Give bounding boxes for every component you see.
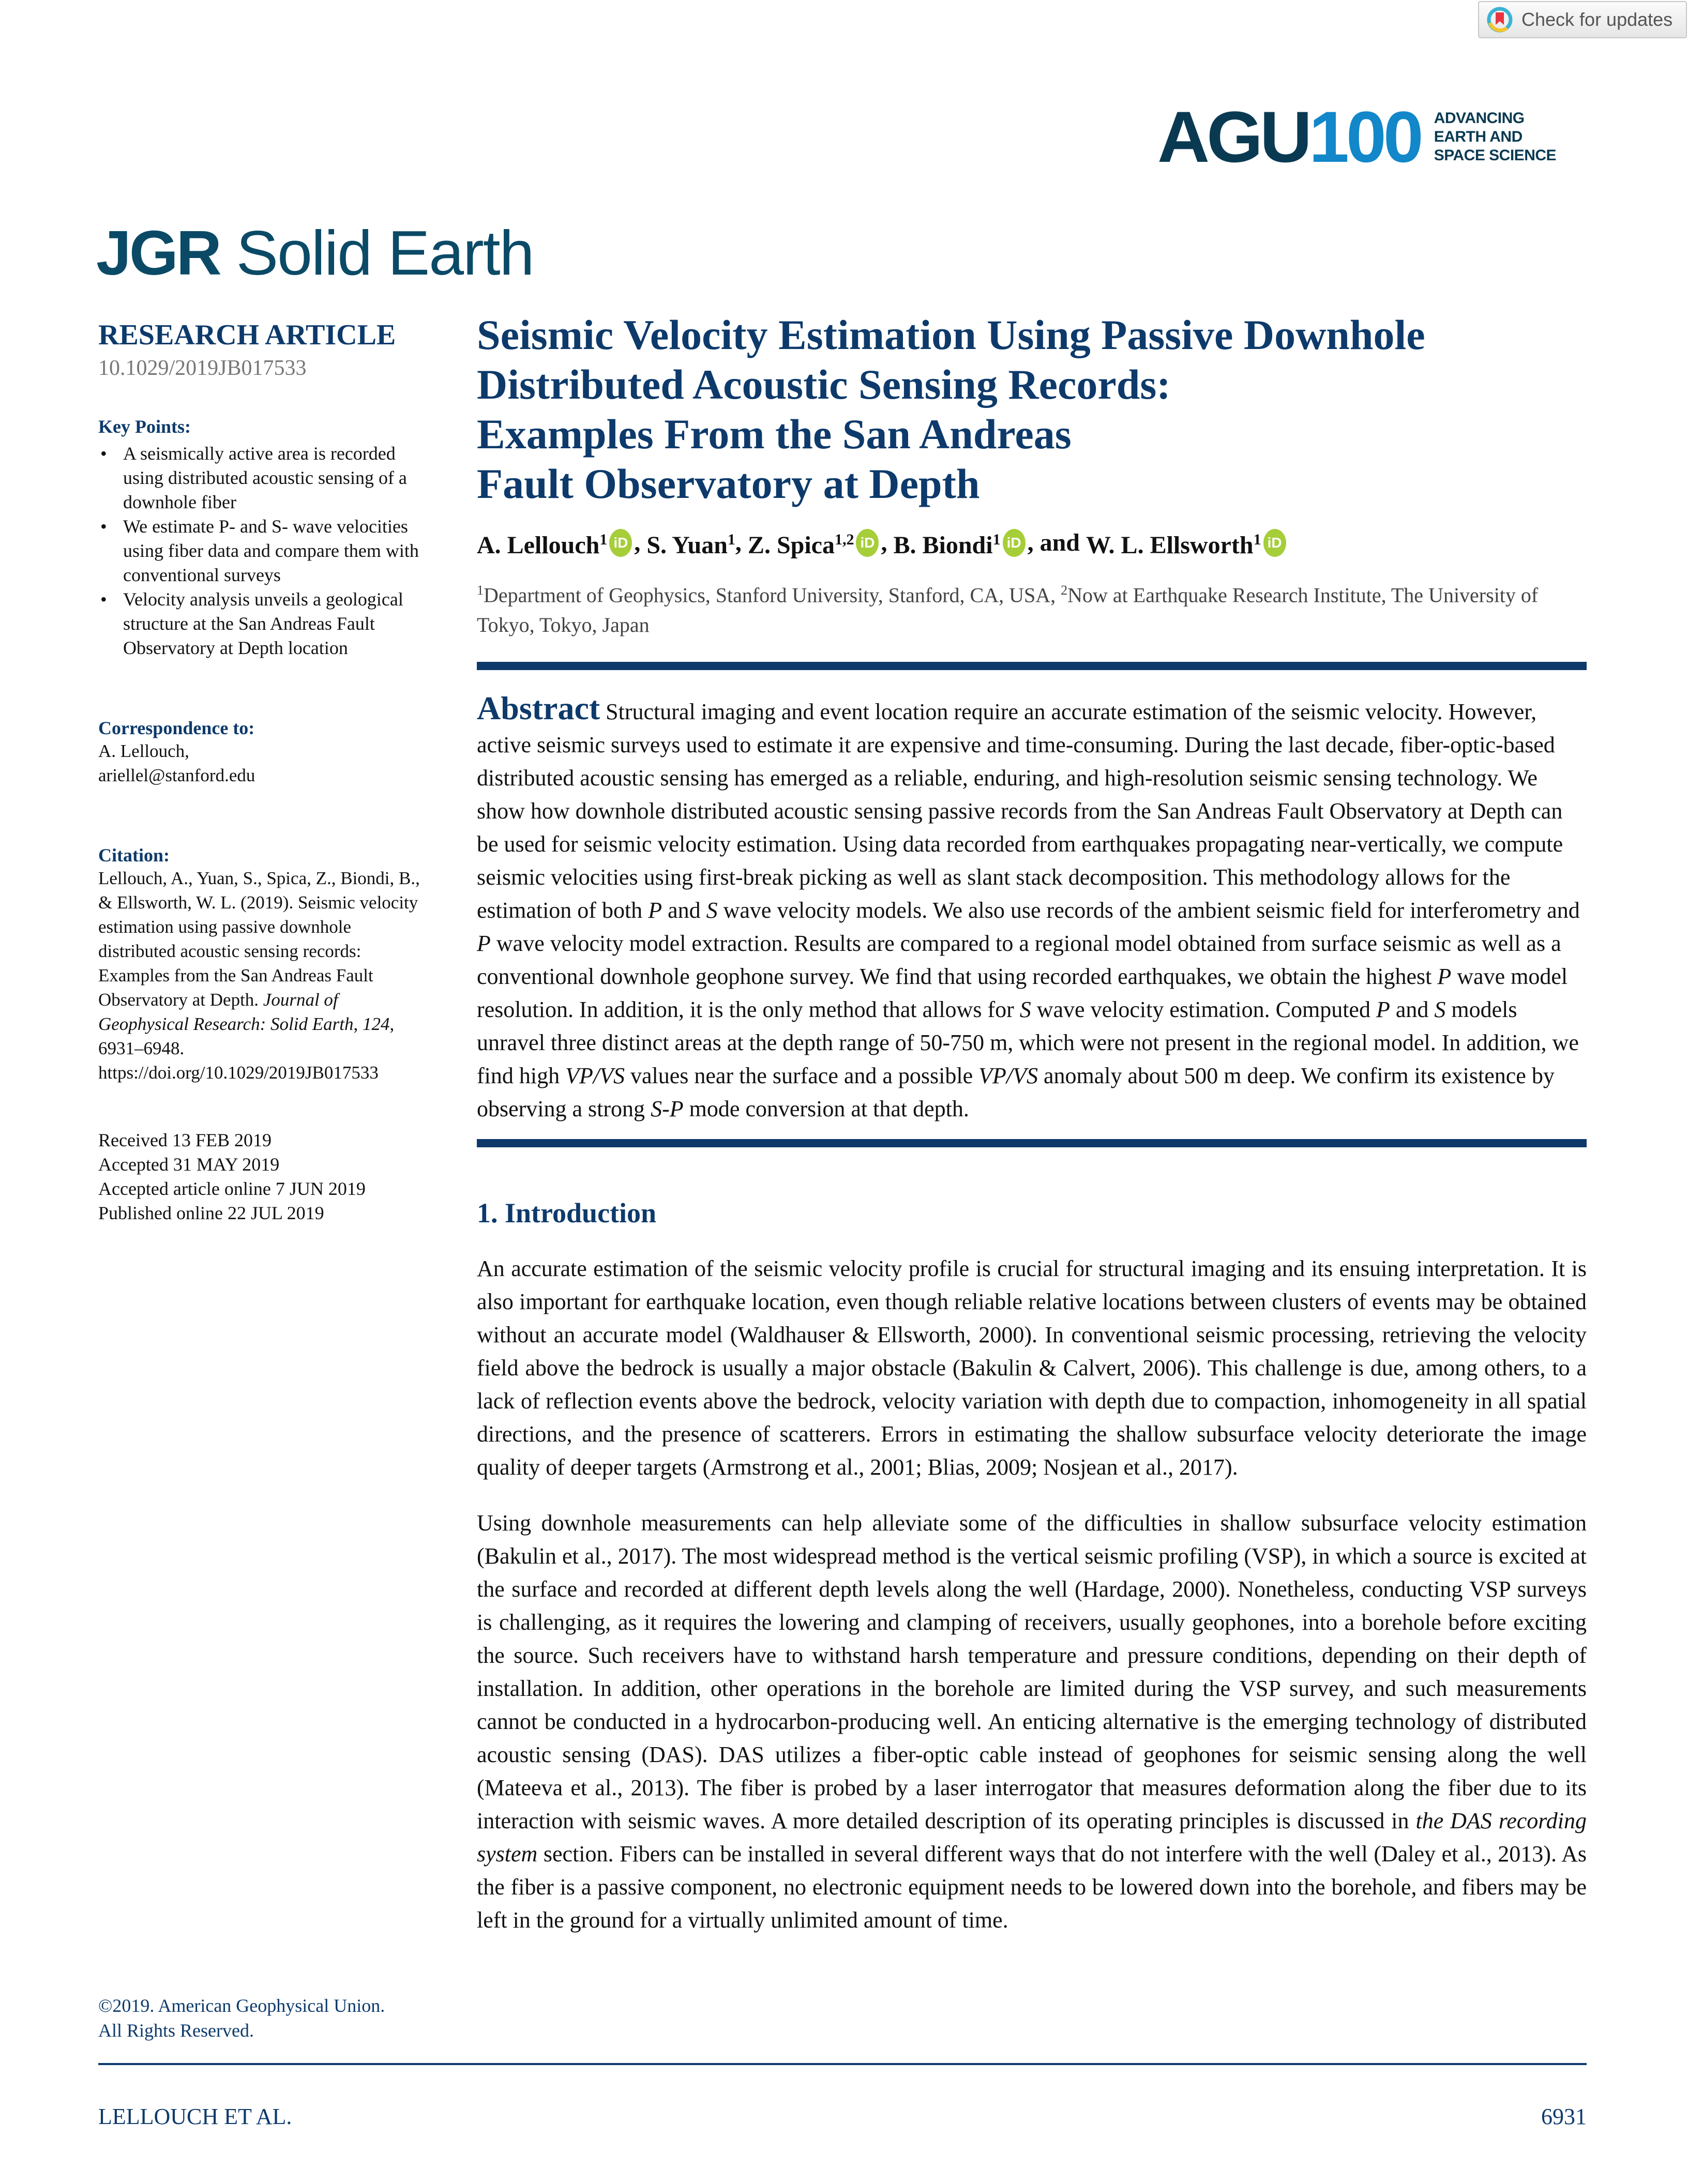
journal-title: JGR Solid Earth [96, 218, 534, 288]
author: B. Biondi$^1$ [893, 531, 1001, 559]
article-title: Seismic Velocity Estimation Using Passive Downhole Distributed Acoustic Sensing Records: Examples From the San Andreas Fault Observatory at Depth [477, 311, 1425, 507]
paragraph: Using downhole measurements can help alleviate some of the difficulties in shallow subsurface velocity estimation (Bakulin et al., 2017). The most widespread method is the vertical seismic profiling (VSP), in which a source is excited at the surface and recorded at different depth levels along the well (Hardage, 2000). Nonetheless, conducting VSP surveys is challenging, as it requires the lowering and clamping of receivers, usually geophones, into a borehole before exciting the source. Such receivers have to withstand harsh temperature and pressure conditions, depending on their depth of installation. In addition, other operations in the borehole are limited during the VSP survey, and such measurements cannot be conducted in a hydrocarbon-producing well. An enticing alternative is the emerging technology of distributed acoustic sensing (DAS). DAS utilizes a fiber-optic cable instead of geophones for seismic sensing along the well (Mateeva et al., 2013). The fiber is probed by a laser interrogator that measures deformation along the fiber due to its interaction with seismic waves. A more detailed description of its operating principles is discussed in the DAS recording system section. Fibers can be installed in several different ways that do not interfere with the well (Daley et al., 2013). As the fiber is a passive component, no electronic equipment needs to be lowered down into the borehole, and fibers may be left in the ground for a virtually unlimited amount of time. [477, 1510, 1587, 1933]
page-number: 6931 [1541, 2104, 1587, 2129]
key-points-list [98, 442, 429, 660]
author: A. Lellouch$^1$ [477, 531, 608, 559]
sidebar [98, 321, 429, 1225]
running-head: LELLOUCH ET AL. [98, 2104, 292, 2129]
correspondence-email[interactable]: ariellel@stanford.edu [98, 765, 255, 785]
paragraph: An accurate estimation of the seismic velocity profile is crucial for structural imaging and its ensuing interpretation. It is also important for earthquake location, even though reliable relative locations between clusters of events may be obtained without an accurate model (Waldhauser & Ellsworth, 2000). In conventional seismic processing, retrieving the velocity field above the bedrock is usually a major obstacle (Bakulin & Calvert, 2006). This challenge is due, among others, to a lack of reflection events above the bedrock, velocity variation with depth due to compaction, inhomogeneity in all spatial directions, and the presence of scatterers. Errors in estimating the shallow subsurface velocity deteriorate the image quality of deeper targets (Armstrong et al., 2001; Blias, 2009; Nosjean et al., 2017). [477, 1256, 1587, 1480]
bookmark-ring-icon [1486, 6, 1513, 33]
agu-tagline: ADVANCING EARTH AND SPACE SCIENCE [1434, 110, 1557, 164]
orcid-icon[interactable]: iD [1003, 529, 1026, 557]
citation-heading: Citation: [98, 845, 170, 866]
orcid-icon[interactable]: iD [609, 529, 632, 557]
date-accepted: Accepted 31 MAY 2019 [98, 1154, 280, 1175]
article-body [477, 310, 1587, 1960]
date-received: Received 13 FEB 2019 [98, 1130, 272, 1150]
key-points-heading: Key Points: [98, 416, 191, 437]
correspondence [98, 717, 429, 787]
author: Z. Spica$^{1,2}$ [747, 531, 854, 559]
orcid-icon[interactable]: iD [856, 529, 879, 557]
affiliations: $^1$Department of Geophysics, Stanford University, Stanford, CA, USA, $^2$Now at Earthquake Research Institute, The University of Tokyo, Tokyo, Japan [477, 583, 1539, 637]
key-point: • We estimate P- and S- wave velocities using fiber data and compare them with conventional surveys [98, 514, 429, 587]
date-accepted-online: Accepted article online 7 JUN 2019 [98, 1178, 366, 1199]
key-point: • A seismically active area is recorded using distributed acoustic sensing of a downhole fiber [98, 442, 429, 514]
citation [98, 844, 429, 1085]
abstract-label: Abstract [477, 690, 600, 727]
publication-dates [98, 1128, 429, 1225]
article-type: RESEARCH ARTICLE [98, 319, 396, 351]
key-point: • Velocity analysis unveils a geological structure at the San Andreas Fault Observatory at Depth location [98, 587, 429, 660]
check-for-updates-button[interactable] [1478, 1, 1687, 38]
author-list: A. Lellouch$^1$ iD , S. Yuan$^1$ , Z. Spica$^{1,2}$ iD , B. Biondi$^1$ iD , and W. L. Ellsworth$^1$ iD [477, 524, 1587, 561]
correspondence-name: A. Lellouch, [98, 741, 189, 761]
agu-wordmark: AGU100 [1157, 96, 1421, 177]
date-published: Published online 22 JUL 2019 [98, 1203, 324, 1223]
agu100-logo [1157, 96, 1557, 177]
correspondence-heading: Correspondence to: [98, 718, 255, 738]
orcid-icon[interactable]: iD [1263, 529, 1286, 557]
divider [477, 1139, 1587, 1147]
author: W. L. Ellsworth$^1$ [1086, 531, 1261, 559]
doi[interactable]: 10.1029/2019JB017533 [98, 356, 307, 380]
citation-text: Lellouch, A., Yuan, S., Spica, Z., Biondi, B., & Ellsworth, W. L. (2019). Seismic velocity estimation using passive downhole distributed acoustic sensing records: Examples from the San Andreas Fault Observatory at Depth. Journal of Geophysical Research: Solid Earth, 124, 6931–6948. https://doi.org/10.1029/2019JB017533 [98, 868, 420, 1083]
check-for-updates-label: Check for updates [1521, 9, 1673, 30]
divider [477, 662, 1587, 670]
copyright: ©2019. American Geophysical Union. All Rights Reserved. [98, 1995, 385, 2041]
footer-divider [98, 2063, 1587, 2065]
author: S. Yuan$^1$ [646, 531, 735, 559]
section-heading: 1. Introduction [477, 1197, 657, 1229]
abstract: Abstract Structural imaging and event location require an accurate estimation of the seismic velocity. However, active seismic surveys used to estimate it are expensive and time-consuming. During the last decade, fiber-optic-based distributed acoustic sensing has emerged as a reliable, enduring, and high-resolution seismic sensing technology. We show how downhole distributed acoustic sensing passive records from the San Andreas Fault Observatory at Depth can be used for seismic velocity estimation. Using data recorded from earthquakes propagating near-vertically, we compute seismic velocities using first-break picking as well as slant stack decomposition. This methodology allows for the estimation of both P and S wave velocity models. We also use records of the ambient seismic field for interferometry and P wave velocity model extraction. Results are compared to a regional model obtained from surface seismic as well as a conventional downhole geophone survey. We find that using recorded earthquakes, we obtain the highest P wave model resolution. In addition, it is the only method that allows for S wave velocity estimation. Computed P and S models unravel three distinct areas at the depth range of 50-750 m, which were not present in the regional model. In addition, we find high VP/VS values near the surface and a possible VP/VS anomaly about 500 m deep. We confirm its existence by observing a strong S-P mode conversion at that depth. [477, 690, 1580, 1122]
